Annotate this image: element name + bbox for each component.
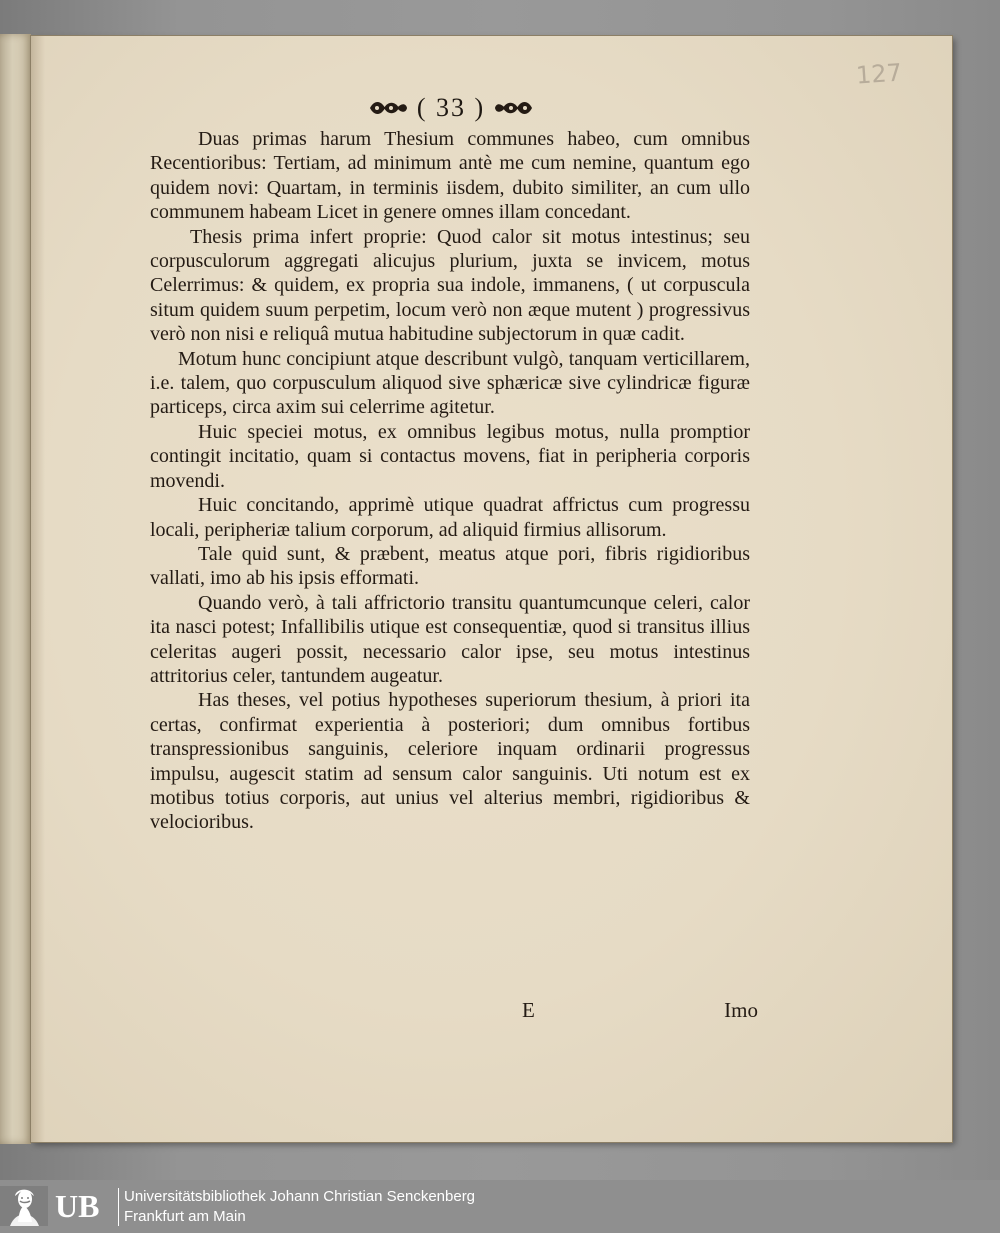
catchword: Imo — [724, 998, 758, 1022]
portrait-icon — [0, 1186, 48, 1226]
book-page — [31, 36, 952, 1142]
page-header — [361, 92, 541, 124]
paragraph-quando-vero: Quando verò, à tali affrictorio transitu quantumcunque celeri, calor ita nasci potest; Infallibilis utique est consequentiæ, quod si transitus illius celeritas augeri possit, necessario calor ipse, seu motus intestinus attritorius celer, tantundem augeatur. — [150, 591, 750, 687]
library-logo — [0, 1186, 117, 1226]
handwritten-folio-number: 127 — [855, 58, 903, 90]
paragraph-huic-speciei: Huic speciei motus, ex omnibus legibus motus, nulla promptior contingit incitatio, quam si contactus movens, fiat in peripheria corporis movendi. — [150, 420, 750, 492]
right-fleuron-icon — [493, 98, 535, 118]
paragraph-huic-concitando: Huic concitando, apprimè utique quadrat affrictus cum progressu locali, peripheriæ talium corporum, ad aliquid firmius allisorum. — [150, 494, 750, 541]
signature-mark: E — [522, 998, 535, 1022]
library-footer — [0, 1180, 1000, 1233]
page-number: ( 33 ) — [416, 93, 486, 122]
logo-divider — [118, 1188, 119, 1226]
left-page-edge — [0, 34, 31, 1144]
library-city: Frankfurt am Main — [124, 1208, 246, 1225]
left-fleuron-icon — [367, 98, 409, 118]
paragraph-thesis-prima: Thesis prima infert proprie: Quod calor sit motus intestinus; seu corpusculorum aggregati alicujus plurium, juxta se invicem, motus Celerrimus: & quidem, ex propria sua indole, immanens, ( ut corpuscula situm quidem suum perpetim, locum verò non æque mutent ) progressivus verò non nisi e reliquâ mutua habitudine subjectorum in quæ cadit. — [150, 225, 750, 346]
paragraph-theses-common: Duas primas harum Thesium communes habeo, cum omnibus Recentioribus: Tertiam, ad minimum antè me cum nemine, quantum ego quidem novi: Quartam, in terminis iisdem, dubito similiter, an cum ullo communem habeam Licet in genere omnes illam concedant. — [150, 128, 750, 224]
library-name: Universitätsbibliothek Johann Christian Senckenberg — [124, 1188, 476, 1205]
library-logo-letters: UB — [55, 1188, 100, 1224]
latin-text-block — [150, 127, 750, 835]
paragraph-has-theses: Has theses, vel potius hypotheses superiorum thesium, à priori ita certas, confirmat experientia à posteriori; dum omnibus fortibus transpressionibus sanguinis, celeriore inquam ordinarii progressus impulsu, augescit statim ad sensum calor sanguinis. Uti notum est ex motibus totius corporis, aut unius vel alterius membri, rigidioribus & velocioribus. — [150, 689, 750, 834]
paragraph-motum: Motum hunc concipiunt atque describunt vulgò, tanquam verticillarem, i.e. talem, quo corpusculum aliquod sive sphæricæ sive cylindricæ figuræ particeps, circa axim sui celerrime agitetur. — [150, 347, 750, 419]
page-foot-line — [522, 998, 758, 1026]
paragraph-tale-quid: Tale quid sunt, & præbent, meatus atque pori, fibris rigidioribus vallati, imo ab his ipsis efformati. — [150, 542, 750, 590]
